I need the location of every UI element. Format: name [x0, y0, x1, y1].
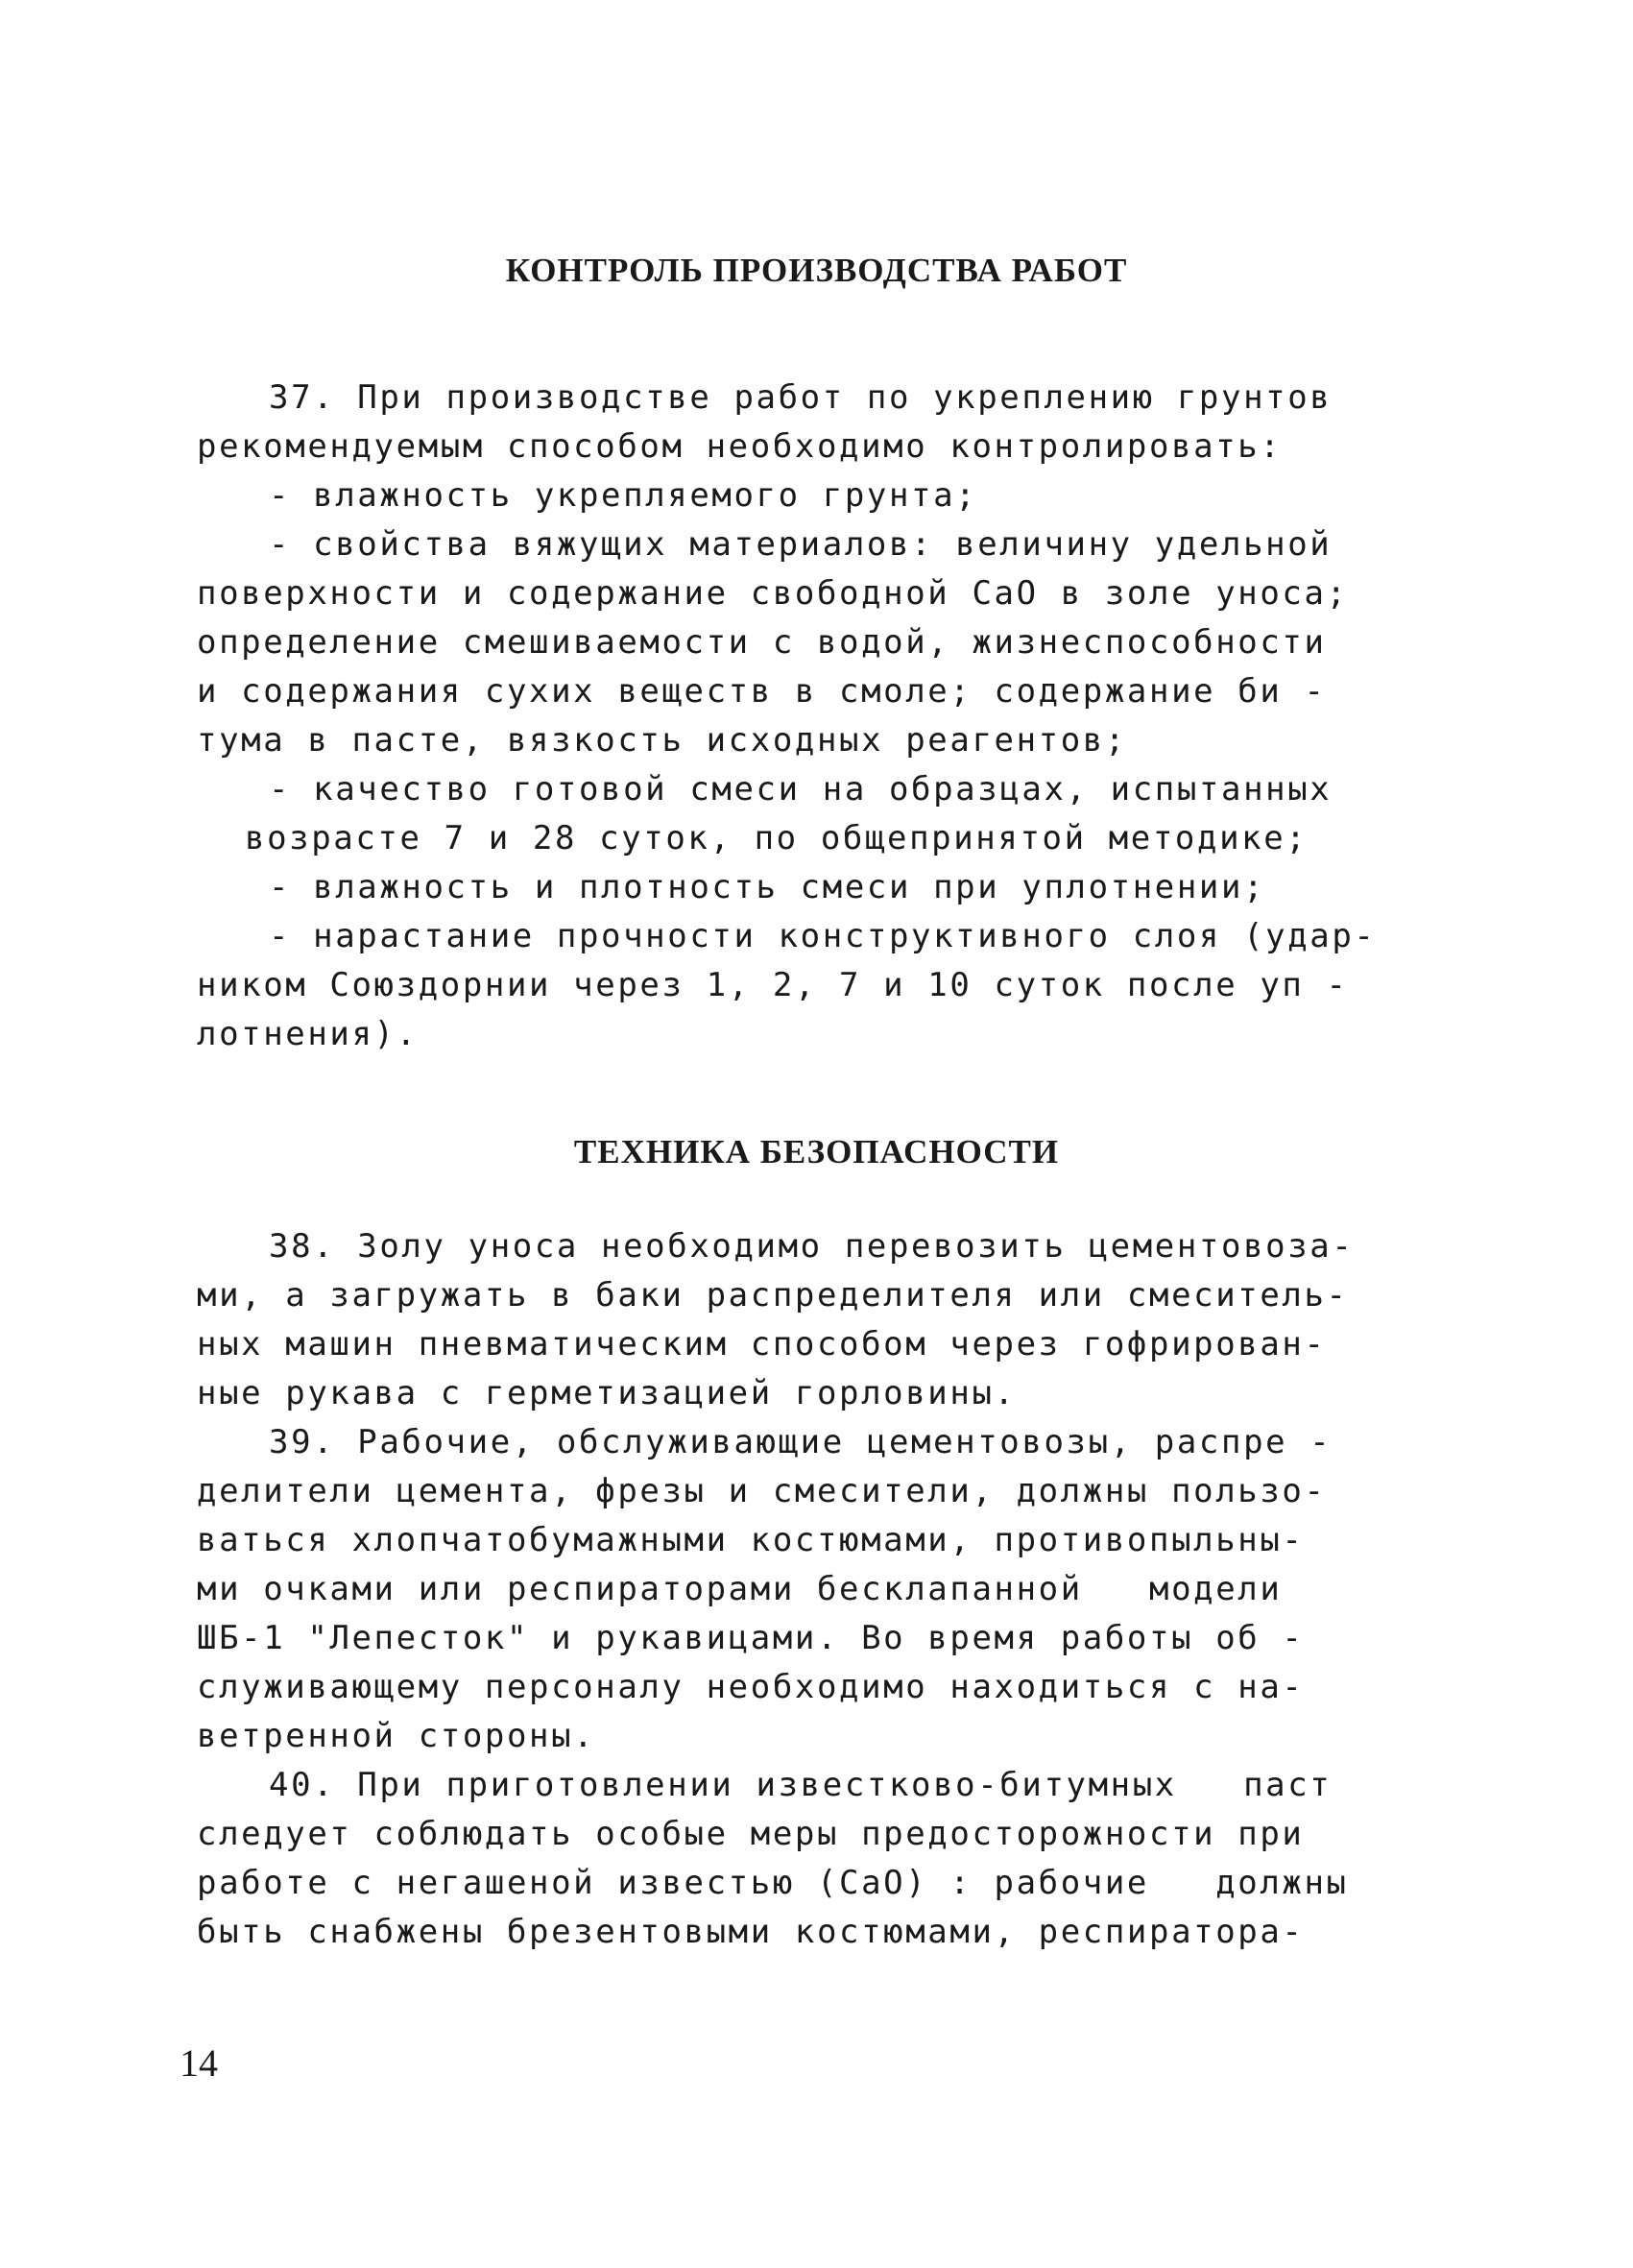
paragraph-line: ми очками или респираторами бесклапанной модели: [197, 1570, 1283, 1608]
paragraph-line: ные рукава с герметизацией горловины.: [197, 1374, 1017, 1412]
list-item-line: - свойства вяжущих материалов: величину удельной: [269, 525, 1333, 564]
paragraph-line: ми, а загружать в баки распределителя или смеситель-: [197, 1276, 1349, 1315]
list-item-line: - влажность и плотность смеси при уплотнении;: [269, 868, 1266, 906]
paragraph-line: 40. При приготовлении известково-битумных паст: [269, 1766, 1333, 1804]
list-item-line: - качество готовой смеси на образцах, испытанных: [269, 770, 1333, 808]
paragraph-line: определение смешиваемости с водой, жизнеспособности: [197, 623, 1327, 662]
paragraph-line: ветренной стороны.: [197, 1717, 596, 1755]
paragraph-line: лотнения).: [197, 1015, 419, 1053]
paragraph-line: ником Союздорнии через 1, 2, 7 и 10 суток после уп -: [197, 966, 1349, 1004]
paragraph-line: ШБ-1 "Лепесток" и рукавицами. Во время работы об -: [197, 1619, 1305, 1657]
paragraph-line: ных машин пневматическим способом через гофрирован-: [197, 1325, 1327, 1363]
paragraph-line: ваться хлопчатобумажными костюмами, противопыльны-: [197, 1521, 1305, 1559]
paragraph-line: работе с негашеной известью (CaO) : рабочие должны: [197, 1864, 1349, 1902]
section-heading-production-control: КОНТРОЛЬ ПРОИЗВОДСТВА РАБОТ: [505, 252, 1128, 289]
paragraph-line: возрасте 7 и 28 суток, по общепринятой методике;: [245, 819, 1309, 857]
paragraph-line: следует соблюдать особые меры предосторожности при: [197, 1815, 1305, 1853]
list-item-line: - влажность укрепляемого грунта;: [269, 476, 978, 515]
paragraph-line: тума в пасте, вязкость исходных реагентов;: [197, 721, 1127, 760]
paragraph-line: быть снабжены брезентовыми костюмами, респиратора-: [197, 1913, 1305, 1951]
paragraph-line: 39. Рабочие, обслуживающие цементовозы, распре -: [269, 1423, 1333, 1461]
section-heading-safety: ТЕХНИКА БЕЗОПАСНОСТИ: [573, 1133, 1060, 1170]
page-number: 14: [180, 2041, 218, 2085]
paragraph-line: поверхности и содержание свободной CaO в золе уноса;: [197, 574, 1349, 613]
paragraph-line: и содержания сухих веществ в смоле; содержание би -: [197, 672, 1327, 711]
paragraph-line: служивающему персоналу необходимо находиться с на-: [197, 1668, 1305, 1706]
paragraph-line: рекомендуемым способом необходимо контролировать:: [197, 427, 1283, 466]
list-item-line: - нарастание прочности конструктивного слоя (удар-: [269, 917, 1377, 955]
paragraph-line: 38. Золу уноса необходимо перевозить цементовоза-: [269, 1227, 1355, 1266]
paragraph-line: делители цемента, фрезы и смесители, должны пользо-: [197, 1472, 1327, 1510]
paragraph-line: 37. При производстве работ по укреплению грунтов: [269, 378, 1333, 417]
